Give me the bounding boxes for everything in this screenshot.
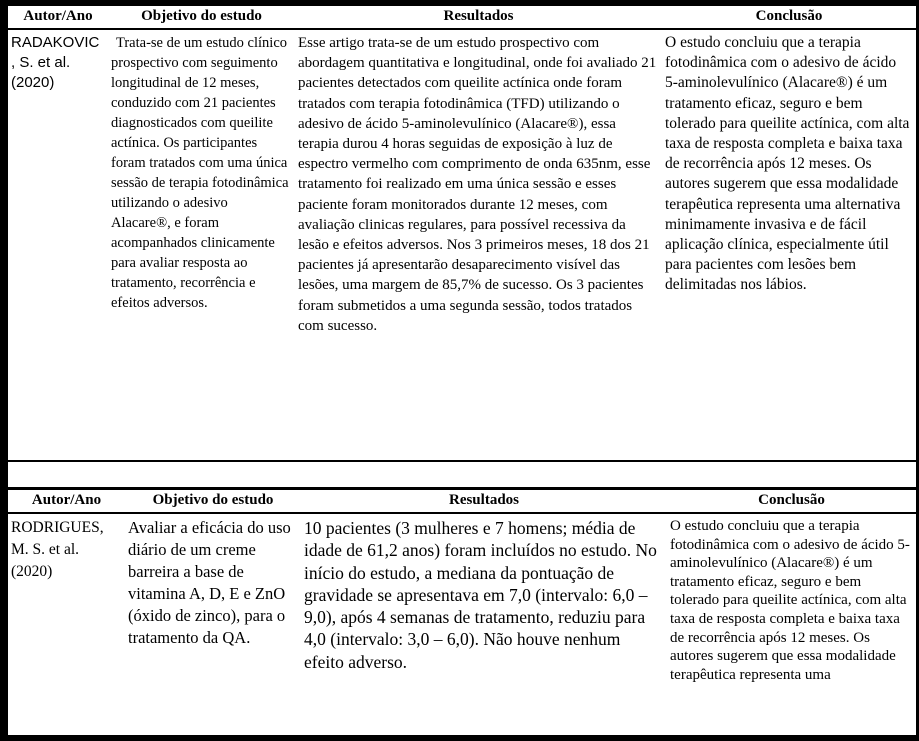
table-2-header-objetivo: Objetivo do estudo [125,489,301,514]
table-2-cell-objetivo: Avaliar a eficácia do uso diário de um creme barreira a base de vitamina A, D, E e ZnO (óxido de zinco), para o tratamento da QA. [128,518,291,647]
table-1-header-conclusao: Conclusão [662,6,916,29]
table-1-cell-resultados: Esse artigo trata-se de um estudo prospectivo com abordagem quantitativa e longitudinal, onde foi avaliado 21 pacientes detectados com queilite actínica onde foram tratados com terapia fotodinâmica (TFD) utilizando o adesivo de ácido 5-aminolevulínico (Alacare®), essa terapia durou 4 horas seguidas de exposição à luz de espectro vermelho com comprimento de onda 635nm, esse tratamento foi realizado em uma única sessão e esses paciente foram monitorados durante 12 meses, com avaliação clinicas regulares, para possível recessiva da lesão e efeitos adversos. Nos 3 primeiros meses, 18 dos 21 pacientes já apresentarão desaparecimento visível das lesões, uma margem de 85,7% de sucesso. Os 3 pacientes foram submetidos a uma segunda sessão, todos tratados com sucesso. [295,29,662,461]
table-2-header-row [8,489,916,514]
review-table-2 [8,487,916,739]
table-2-header-conclusao: Conclusão [667,489,916,514]
table-2-header-resultados: Resultados [301,489,667,514]
table-1-header-row [8,6,916,29]
table-2-cell-resultados: 10 pacientes (3 mulheres e 7 homens; média de idade de 61,2 anos) foram incluídos no estudo. No início do estudo, a mediana da pontuação de gravidade se apresentava em 7,0 (intervalo: 6,0 – 9,0), após 4 semanas de tratamento, reduziu para 4,0 (intervalo: 3,0 – 6,0). Não houve nenhum efeito adverso. [304,518,657,672]
table-separator-gap [8,462,916,487]
table-1-header-autor-ano: Autor/Ano [8,6,108,29]
table-2-header-autor-ano: Autor/Ano [8,489,125,514]
review-table-1 [8,6,916,462]
table-2-cell-conclusao: O estudo concluiu que a terapia fotodinâmica com o adesivo de ácido 5-aminolevulínico (Alacare®) é um tratamento eficaz, seguro e bem tolerado para queilite actínica, com alta taxa de resposta completa e baixa taxa de recorrência após 12 meses. Os autores sugerem que essa modalidade terapêutica representa uma [670,518,910,683]
table-2-cell-autor-ano: RODRIGUES, M. S. et al. (2020) [11,519,104,580]
table-1-cell-conclusao: O estudo concluiu que a terapia fotodinâmica com o adesivo de ácido 5-aminolevulínico (Alacare®) é um tratamento eficaz, seguro e bem tolerado para queilite actínica, com alta taxa de resposta completa e baixa taxa de recorrência após 12 meses. Os autores sugerem que essa modalidade terapêutica representa uma alternativa minimamente invasiva e de fácil aplicação clínica, especialmente útil para pacientes com lesões bem delimitadas nos lábios. [662,29,916,461]
table-1-cell-objetivo: Trata-se de um estudo clínico prospectivo com seguimento longitudinal de 12 meses, conduzido com 21 pacientes diagnosticados com queilite actínica. Os participantes foram tratados com uma única sessão de terapia fotodinâmica utilizando o adesivo Alacare®, e foram acompanhados clinicamente para avaliar resposta ao tratamento, recorrência e efeitos adversos. [108,29,295,461]
table-1-header-resultados: Resultados [295,6,662,29]
table-2-row-rodrigues [8,513,916,739]
table-1-header-objetivo: Objetivo do estudo [108,6,295,29]
table-1-cell-autor-ano: RADAKOVIC, S. et al. (2020) [8,29,108,461]
table-1-row-radakovic [8,29,916,461]
